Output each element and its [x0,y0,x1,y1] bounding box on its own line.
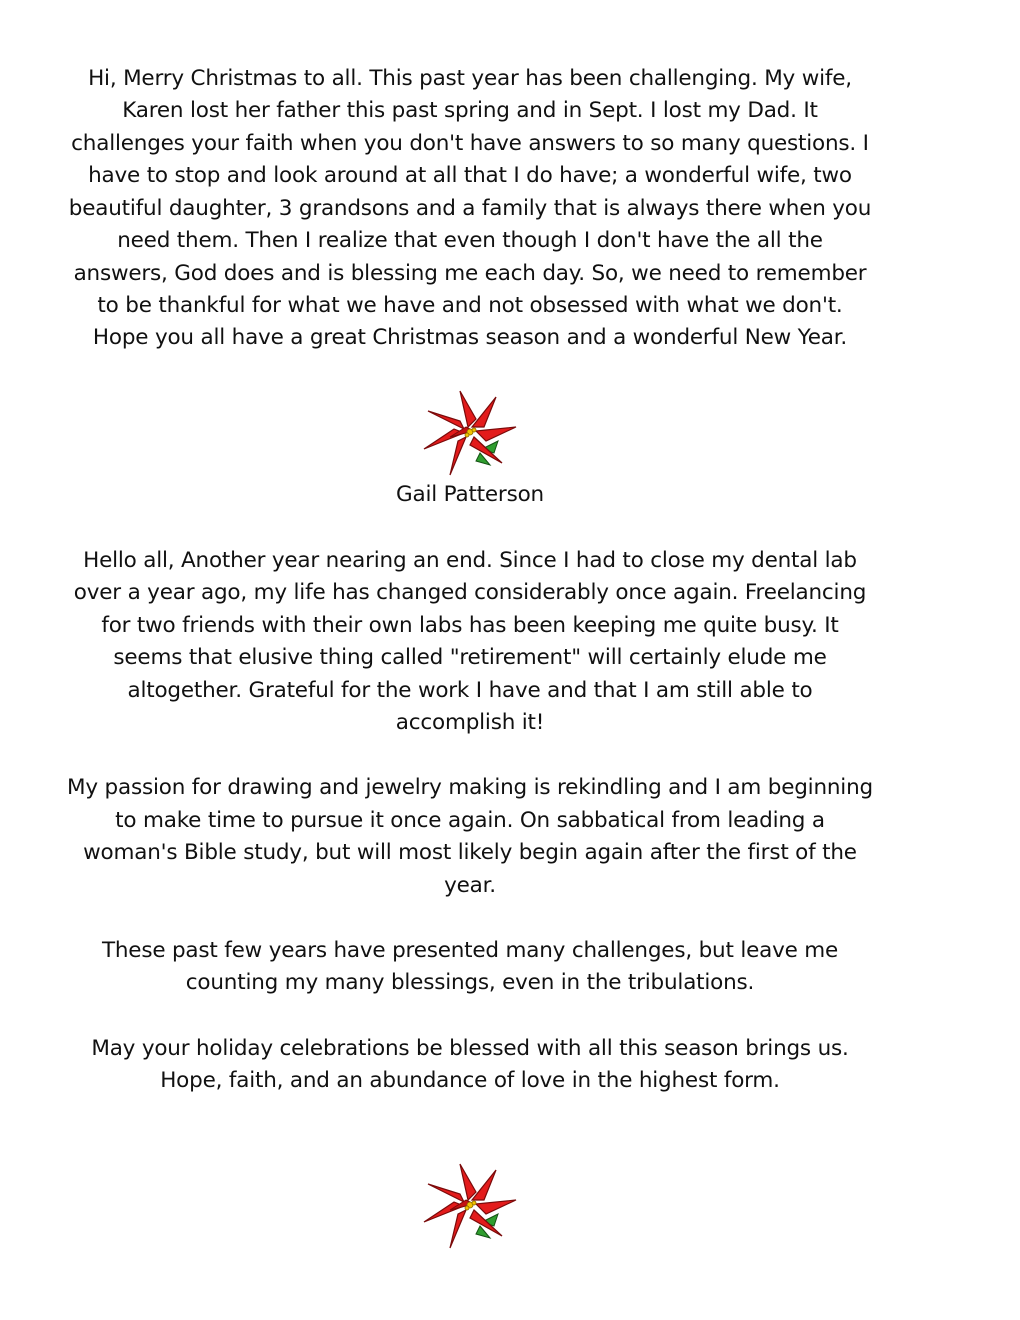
letter-two-line: woman's Bible study, but will most likely begin again after the first of the [83,840,857,865]
letter-two-line: Hello all, Another year nearing an end. Since I had to close my dental lab [83,548,857,573]
letter-one-line: need them. Then I realize that even though I don't have the all the [117,228,823,253]
letter-two-line: for two friends with their own labs has been keeping me quite busy. It [101,613,839,638]
letter-two-line: accomplish it! [395,710,545,735]
author-name: Gail Patterson [396,482,544,507]
letter-one-line: to be thankful for what we have and not obsessed with what we don't. [97,293,843,318]
letter-two-line: year. [444,873,496,898]
letter-two-line: over a year ago, my life has changed considerably once again. Freelancing [73,580,867,605]
letter-one-line: Karen lost her father this past spring and in Sept. I lost my Dad. It [122,98,818,123]
letter-one-line: Hi, Merry Christmas to all. This past year has been challenging. My wife, [88,66,852,91]
letter-two-line: May your holiday celebrations be blessed with all this season brings us. [91,1036,849,1061]
letter-two-line: to make time to pursue it once again. On sabbatical from leading a [115,808,825,833]
poinsettia-icon [420,387,520,477]
letter-two-line: My passion for drawing and jewelry making is rekindling and I am beginning [67,775,873,800]
letter-two-line: These past few years have presented many challenges, but leave me [101,938,839,963]
letter-one-line: challenges your faith when you don't have answers to so many questions. I [71,131,869,156]
letter-one-line: answers, God does and is blessing me each day. So, we need to remember [73,261,867,286]
letter-two-line: altogether. Grateful for the work I have and that I am still able to [127,678,813,703]
letter-two-line: Hope, faith, and an abundance of love in the highest form. [160,1068,780,1093]
letter-two-line: seems that elusive thing called "retirement" will certainly elude me [113,645,827,670]
poinsettia-icon [420,1160,520,1250]
letter-two-line: counting my many blessings, even in the tribulations. [185,970,755,995]
letter-one-line: have to stop and look around at all that I do have; a wonderful wife, two [88,163,852,188]
letter-one-line: beautiful daughter, 3 grandsons and a family that is always there when you [68,196,872,221]
letter-one-line: Hope you all have a great Christmas season and a wonderful New Year. [92,325,848,350]
